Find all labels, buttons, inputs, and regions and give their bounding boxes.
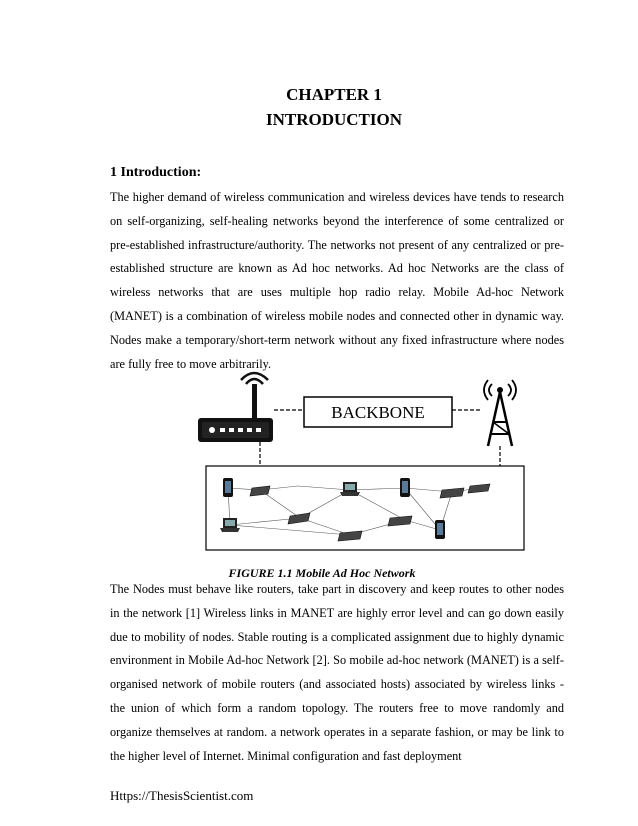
backbone-label: BACKBONE: [331, 403, 425, 422]
backbone-box: [304, 397, 452, 427]
manet-area: [206, 466, 524, 550]
laptop-icon: [340, 482, 360, 496]
mobile-phone-icon: [435, 520, 445, 539]
figure-caption: FIGURE 1.1 Mobile Ad Hoc Network: [228, 566, 416, 580]
body-paragraph: The Nodes must behave like routers, take part in discovery and keep routes to other nodes in the network [1] Wireless links in MANET are highly error level and can go down easily due to mobility of nodes. Stable routing is a complicated assignment due to highly dynamic environment in Mobile Ad-hoc Network [2]. So mobile ad-hoc network (MANET) is a self-organised network of mobile routers (and associated hosts) associated by wireless links - the union of which form a random topology. The routers free to move randomly and organize themselves at random. a network operates in a separate fashion, or may be link to the higher level of Internet. Minimal configuration and fast deployment: [110, 582, 564, 763]
laptop-icon: [220, 518, 240, 532]
footer-site: Https://ThesisScientist.com: [110, 788, 254, 803]
intro-paragraph: The higher demand of wireless communication and wireless devices have tends to research on self-organizing, self-healing networks beyond the interference of some centralized or pre-established infrastructure/authority. The networks not present of any centralized or pre-established structure are known as Ad hoc networks. Ad hoc Networks are the class of wireless networks that are uses multiple hop radio relay. Mobile Ad-hoc Network (MANET) is a combination of wireless mobile nodes and connected other in dynamic way. Nodes make a temporary/short-term network without any fixed infrastructure where nodes are fully free to move arbitrarily.: [110, 190, 564, 371]
chapter-title: INTRODUCTION: [265, 110, 403, 129]
wireless-router-icon: [198, 373, 273, 442]
manet-figure: [190, 370, 530, 552]
cell-tower-icon: [484, 380, 516, 446]
chapter-number: CHAPTER 1: [286, 85, 382, 104]
section-heading: 1 Introduction:: [110, 165, 202, 180]
mobile-phone-icon: [400, 478, 410, 497]
mobile-phone-icon: [223, 478, 233, 497]
